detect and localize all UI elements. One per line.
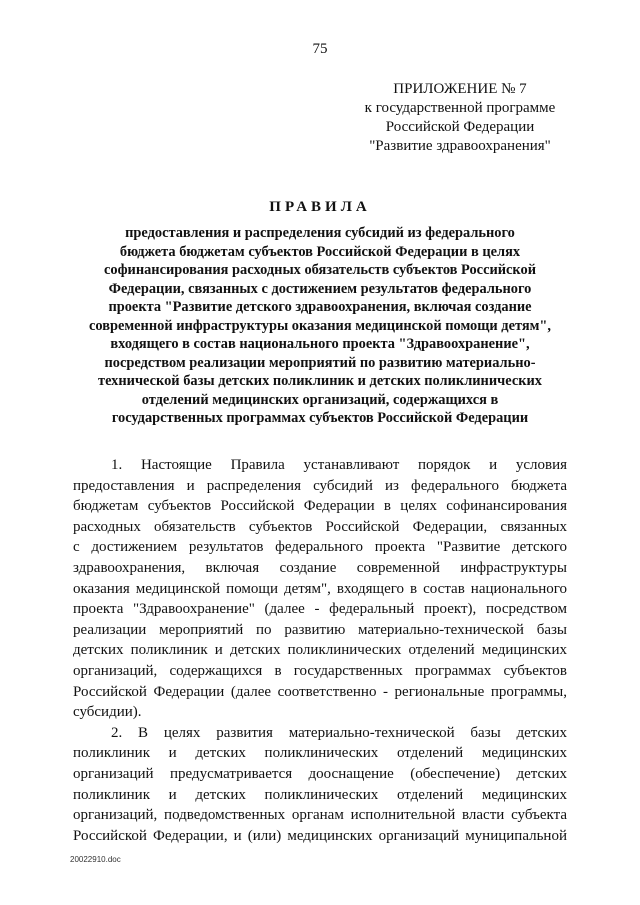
subtitle-line: посредством реализации мероприятий по развитию материально- [104,354,536,371]
paragraph-1-line: расходных обязательств субъектов Российской Федерации, связанных [73,518,567,535]
subtitle-line: предоставления и распределения субсидий из федерального [125,225,515,241]
paragraph-1-line: оказания медицинской помощи детям", входящего в состав национального [73,580,567,597]
file-name-footer: 20022910.doc [70,855,121,864]
paragraph-1-line: бюджетам субъектов Российской Федерации в целях софинансирования [73,498,567,515]
subtitle-line: проекта "Развитие детского здравоохранения, включая создание [108,299,532,315]
subtitle-line: отделений медицинских организаций, содержащихся в [141,391,499,408]
paragraph-2-line: организаций, подведомственных органам исполнительной власти субъекта [73,807,567,824]
subtitle-line: технической базы детских поликлиник и детских поликлинических [98,373,542,389]
appendix-header [332,80,588,156]
paragraph-1-line: Российской Федерации (далее соответственно - региональные программы, [73,683,567,700]
paragraph-1-line: организаций, содержащихся в государственных программах субъектов [73,662,567,679]
subtitle-line: Федерации, связанных с достижением результатов федерального [108,280,532,297]
document-subtitle [70,224,570,428]
paragraph-1-line: здравоохранения, включая создание современной инфраструктуры [73,559,567,576]
appendix-line: ПРИЛОЖЕНИЕ № 7 [393,81,527,97]
paragraph-1-line: проекта "Здравоохранение" (далее - федеральный проект), посредством [73,601,567,618]
paragraph-1-line: реализации мероприятий по развитию материально-технической базы [73,621,567,638]
paragraph-2-line: поликлиник и детских поликлинических отделений медицинских [73,786,567,803]
appendix-line: Российской Федерации [385,119,535,135]
subtitle-line: входящего в состав национального проекта "Здравоохранение", [110,336,530,352]
appendix-line: "Развитие здравоохранения" [369,138,551,154]
paragraph-2-line: поликлиник и детских поликлинических отделений медицинских [73,745,567,762]
appendix-line: к государственной программе [364,100,556,116]
document-body [73,455,567,846]
document-title: ПРАВИЛА [269,199,371,215]
page-number: 75 [312,41,328,57]
subtitle-line: софинансирования расходных обязательств субъектов Российской [103,262,537,278]
paragraph-1-line: субсидии). [73,704,142,721]
subtitle-line: государственных программах субъектов Российской Федерации [111,410,529,426]
subtitle-line: бюджета бюджетам субъектов Российской Федерации в целях [119,243,521,260]
paragraph-2-line: организаций предусматривается дооснащение (обеспечение) детских [73,765,567,782]
paragraph-1-line: с достижением результатов федерального проекта "Развитие детского [73,539,567,556]
paragraph-1-line: 1. Настоящие Правила устанавливают порядок и условия [111,457,567,473]
paragraph-1-line: детских поликлиник и детских поликлинических отделений медицинских [73,642,567,659]
subtitle-line: современной инфраструктуры оказания медицинской помощи детям", [88,317,552,334]
paragraph-2-line: Российской Федерации, и (или) медицинских организаций муниципальной [73,827,567,844]
paragraph-2-line: 2. В целях развития материально-технической базы детских [111,724,567,741]
paragraph-1-line: предоставления и распределения субсидий из федерального бюджета [73,477,567,494]
